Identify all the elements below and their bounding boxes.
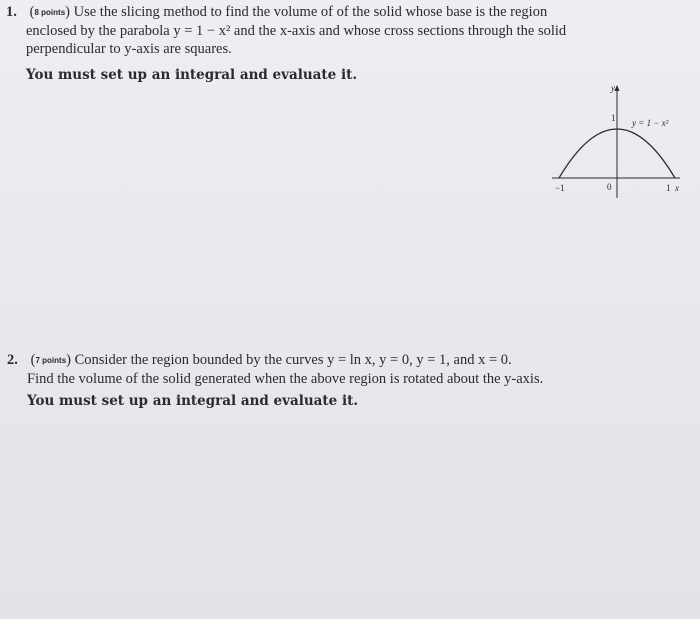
problem-1-number: 1. — [6, 4, 17, 20]
x-tick-label-neg1: −1 — [555, 183, 565, 193]
x-tick-label-1: 1 — [666, 183, 671, 193]
problem-2-line-1: Consider the region bounded by the curves y = ln x, y = 0, y = 1, and x = 0. — [74, 352, 512, 368]
parabola-graph — [542, 83, 692, 203]
problem-2-line-2: Find the volume of the solid generated when the above region is rotated about the y-axis. — [27, 371, 544, 387]
y-axis-arrow-icon — [615, 85, 620, 91]
curve-label: y = 1 − x² — [632, 118, 669, 128]
x-axis-label: x — [675, 183, 679, 193]
problem-1-line-1: Use the slicing method to find the volume of of the solid whose base is the region — [73, 4, 548, 20]
problem-2-number: 2. — [7, 352, 18, 368]
parabola-figure — [542, 83, 692, 203]
problem-1-instruction: You must set up an integral and evaluate it. — [26, 67, 358, 83]
y-axis-label: y — [611, 83, 615, 93]
problem-1-line-3: perpendicular to y-axis are squares. — [26, 41, 232, 57]
problem-1-points: 8 points — [34, 8, 66, 17]
problem-2-instruction: You must set up an integral and evaluate it. — [27, 393, 359, 409]
y-tick-label-1: 1 — [611, 113, 616, 123]
problem-2-points: 7 points — [35, 356, 67, 365]
problem-1: 1. (8 points) Use the slicing method to find the volume of of the solid whose base is the region enclosed by the parabola y = 1 − x² and the x-axis and whose cross sections through the solid perpendicular to y-axis are squares. You must set up an integral and evaluate it. — [6, 3, 666, 84]
problem-2: 2. (7 points) Consider the region bounded by the curves y = ln x, y = 0, y = 1, and x = 0. Find the volume of the solid generated when the above region is rotated about the y-axis. You must set up an integral and evaluate it. — [7, 351, 667, 410]
x-tick-label-0: 0 — [607, 182, 612, 192]
problem-1-line-2: enclosed by the parabola y = 1 − x² and the x-axis and whose cross sections through the solid — [26, 23, 567, 39]
